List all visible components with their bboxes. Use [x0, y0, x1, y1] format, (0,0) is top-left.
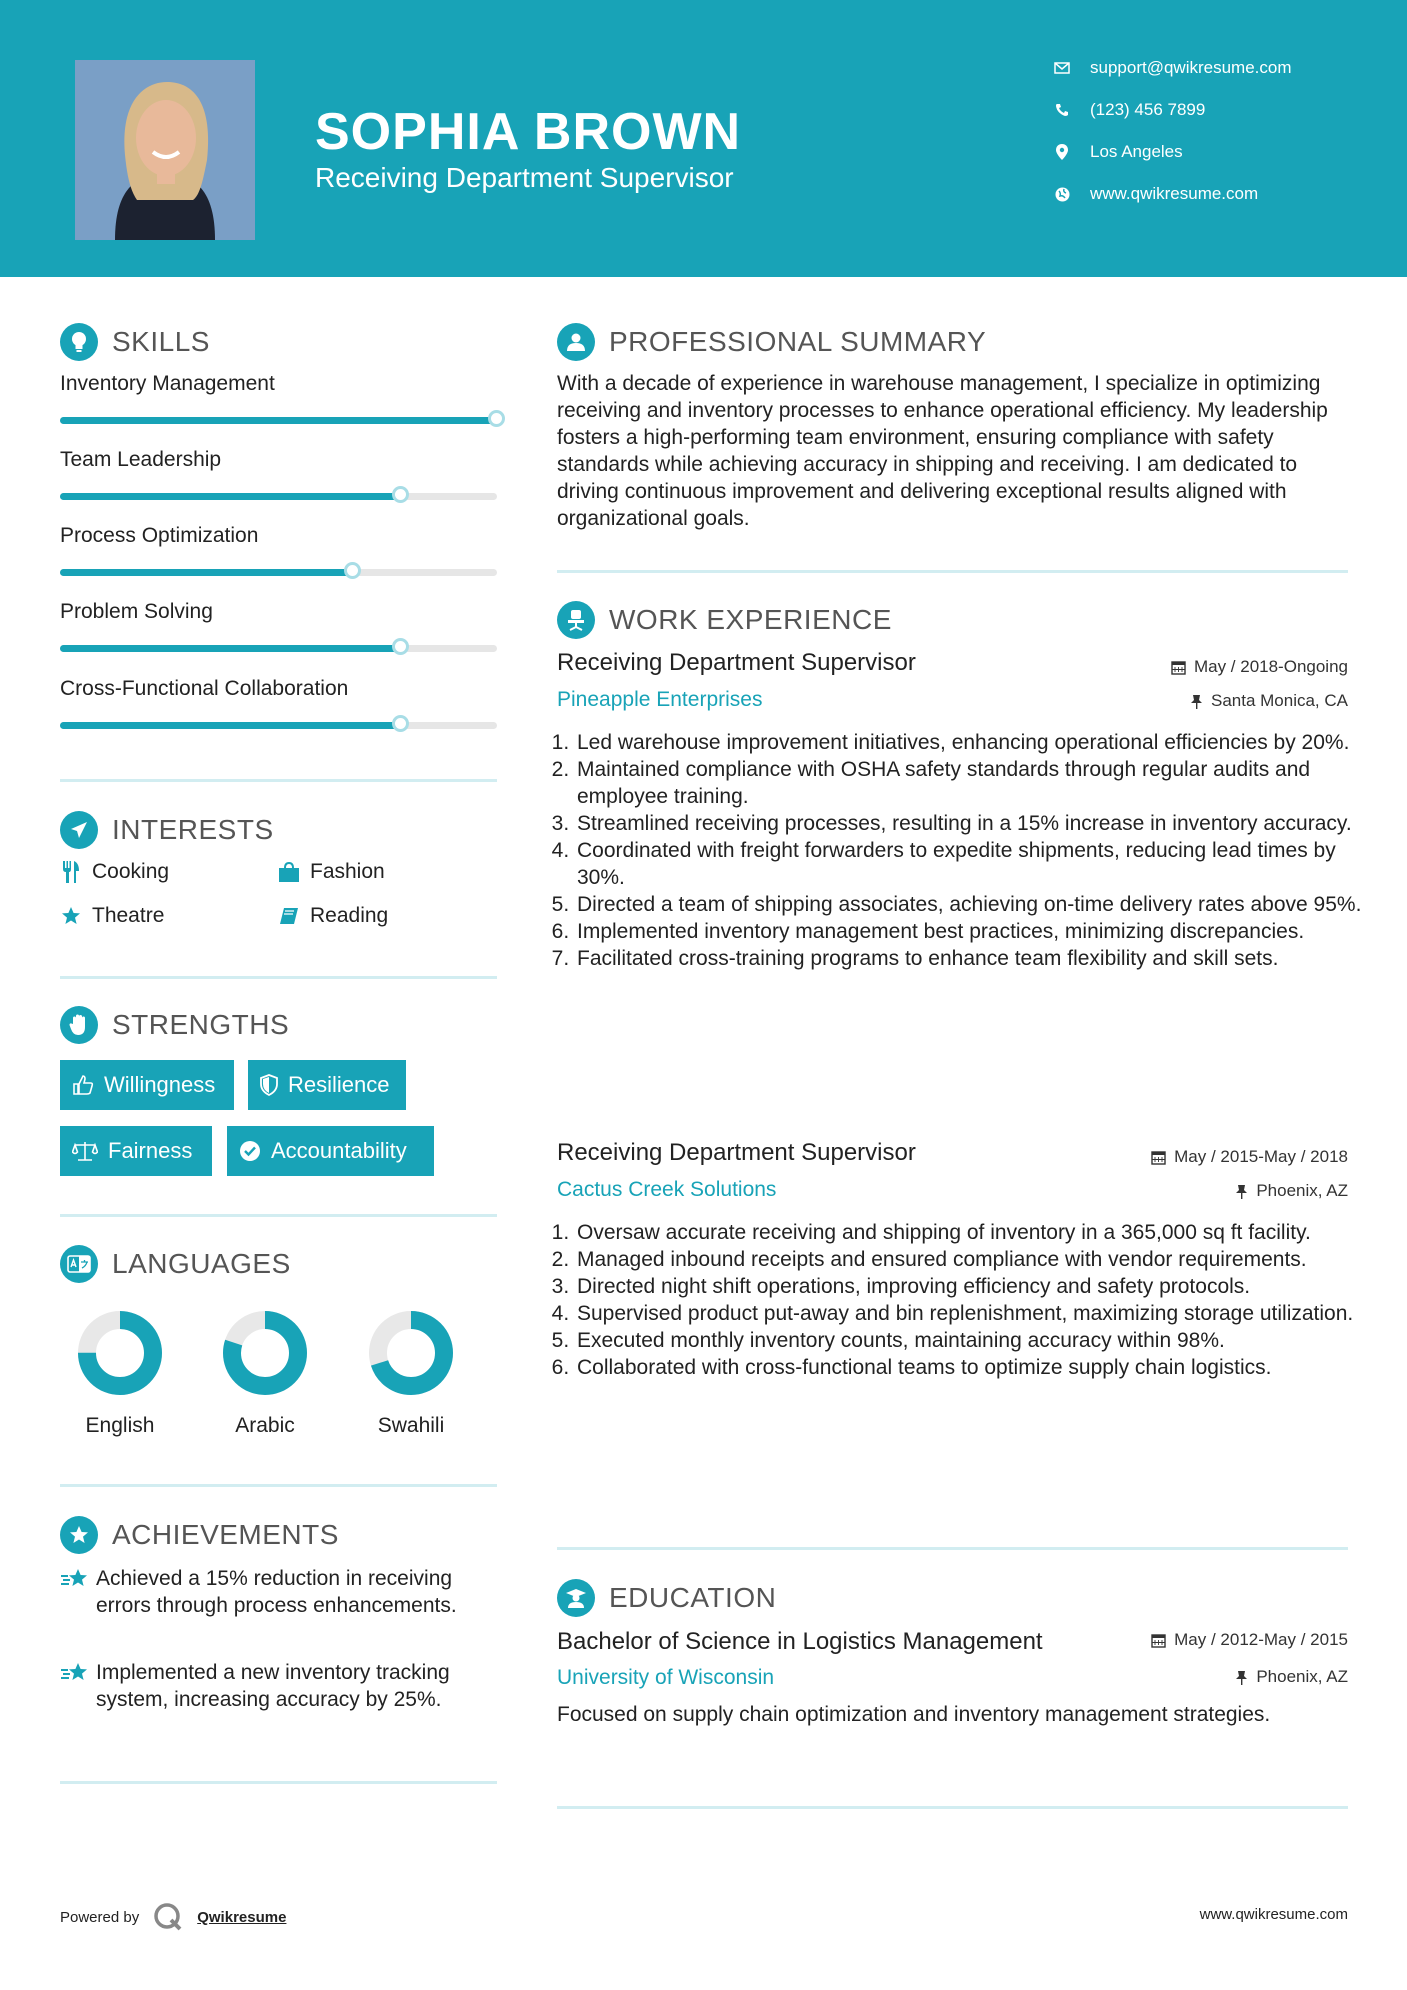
contact-location-text: Los Angeles — [1090, 142, 1183, 161]
section-divider — [60, 1484, 497, 1487]
language-donut-english — [77, 1310, 163, 1396]
calendar-icon — [1151, 1633, 1166, 1648]
skills-heading: SKILLS — [60, 323, 210, 361]
education-location: Phoenix, AZ — [1235, 1667, 1348, 1687]
strength-tag: Fairness — [60, 1126, 212, 1176]
utensils-icon — [60, 861, 82, 883]
skill-bar-knob — [392, 486, 409, 503]
pushpin-icon — [1235, 1184, 1248, 1199]
location-pin-icon — [1052, 142, 1072, 162]
user-icon — [557, 323, 595, 361]
section-divider — [60, 1214, 497, 1217]
job-bullets — [557, 729, 1365, 972]
skill-bar — [60, 645, 497, 652]
contact-email[interactable] — [1052, 58, 1292, 78]
book-icon — [278, 905, 300, 927]
pushpin-icon — [1235, 1670, 1248, 1685]
section-divider — [60, 779, 497, 782]
achievement-item: Achieved a 15% reduction in receiving errors through process enhancements. — [60, 1565, 505, 1619]
skill-bar-fill — [60, 569, 353, 576]
job-bullet: 1. Oversaw accurate receiving and shipping of inventory in a 365,000 sq ft facility. — [575, 1219, 1365, 1246]
work-heading: WORK EXPERIENCE — [557, 601, 892, 639]
contact-website-text: www.qwikresume.com — [1090, 184, 1259, 203]
contact-location — [1052, 142, 1183, 162]
education-description: Focused on supply chain optimization and inventory management strategies. — [557, 1703, 1271, 1726]
interest-item: Theatre — [60, 904, 164, 928]
shooting-star-icon — [60, 1565, 96, 1619]
graduate-icon — [557, 1579, 595, 1617]
strength-tag: Resilience — [248, 1060, 406, 1110]
pushpin-icon — [1190, 694, 1203, 709]
degree-title: Bachelor of Science in Logistics Management — [557, 1628, 1043, 1655]
job-bullet: 6. Collaborated with cross-functional teams to optimize supply chain logistics. — [575, 1354, 1365, 1381]
achievement-item: Implemented a new inventory tracking system, increasing accuracy by 25%. — [60, 1659, 505, 1713]
phone-icon — [1052, 100, 1072, 120]
job-bullet: 3. Directed night shift operations, improving efficiency and safety protocols. — [575, 1273, 1365, 1300]
job-bullet: 3. Streamlined receiving processes, resulting in a 15% increase in inventory accuracy. — [575, 810, 1365, 837]
profile-photo — [75, 60, 255, 240]
strength-tag: Accountability — [227, 1126, 434, 1176]
skill-bar-fill — [60, 417, 497, 424]
candidate-title: Receiving Department Supervisor — [315, 162, 734, 193]
skill-bar-knob — [392, 715, 409, 732]
skill-label: Process Optimization — [60, 524, 259, 547]
shield-icon — [260, 1074, 278, 1096]
job-location: Phoenix, AZ — [1235, 1181, 1348, 1201]
job-bullet: 4. Supervised product put-away and bin replenishment, maximizing storage utilization. — [575, 1300, 1365, 1327]
globe-icon — [1052, 184, 1072, 204]
skill-bar-knob — [392, 638, 409, 655]
job-dates: May / 2015-May / 2018 — [1151, 1147, 1348, 1167]
skill-bar-knob — [488, 410, 505, 427]
hand-icon — [60, 1006, 98, 1044]
job-location: Santa Monica, CA — [1190, 691, 1348, 711]
interest-item: Reading — [278, 904, 388, 928]
language-icon — [60, 1245, 98, 1283]
strengths-heading: STRENGTHS — [60, 1006, 289, 1044]
qwikresume-logo-icon — [153, 1902, 183, 1932]
contact-phone[interactable] — [1052, 100, 1205, 120]
contact-website[interactable] — [1052, 184, 1258, 204]
language-label: English — [85, 1414, 155, 1437]
resume-header — [0, 0, 1407, 277]
job-bullets — [557, 1219, 1365, 1381]
job-bullet: 2. Managed inbound receipts and ensured compliance with vendor requirements. — [575, 1246, 1365, 1273]
footer-url[interactable]: www.qwikresume.com — [1199, 1906, 1348, 1923]
award-star-icon — [60, 1516, 98, 1554]
company-name: Pineapple Enterprises — [557, 688, 763, 711]
thumbs-up-icon — [72, 1074, 94, 1096]
calendar-icon — [1151, 1150, 1166, 1165]
company-name: Cactus Creek Solutions — [557, 1178, 777, 1201]
footer-powered-by — [60, 1902, 286, 1932]
contact-email-text: support@qwikresume.com — [1090, 58, 1292, 77]
skill-bar — [60, 722, 497, 729]
language-donut-swahili — [368, 1310, 454, 1396]
section-divider — [60, 1781, 497, 1784]
skill-label: Inventory Management — [60, 372, 275, 395]
education-dates: May / 2012-May / 2015 — [1151, 1630, 1348, 1650]
paper-plane-icon — [60, 811, 98, 849]
strength-tag: Willingness — [60, 1060, 234, 1110]
job-bullet: 6. Implemented inventory management best practices, minimizing discrepancies. — [575, 918, 1365, 945]
skill-bar — [60, 493, 497, 500]
language-label: Arabic — [235, 1414, 295, 1437]
job-title: Receiving Department Supervisor — [557, 1139, 916, 1166]
interest-item: Fashion — [278, 860, 385, 884]
skill-bar-fill — [60, 493, 401, 500]
section-divider — [60, 976, 497, 979]
skill-label: Problem Solving — [60, 600, 213, 623]
job-dates: May / 2018-Ongoing — [1171, 657, 1348, 677]
skill-bar — [60, 417, 497, 424]
contact-phone-text: (123) 456 7899 — [1090, 100, 1206, 119]
skill-label: Cross-Functional Collaboration — [60, 677, 349, 700]
interests-heading: INTERESTS — [60, 811, 274, 849]
section-divider — [557, 1547, 1348, 1550]
job-bullet: 1. Led warehouse improvement initiatives, enhancing operational efficiencies by 20%. — [575, 729, 1365, 756]
skill-bar-fill — [60, 645, 401, 652]
shopping-bag-icon — [278, 861, 300, 883]
section-divider — [557, 570, 1348, 573]
summary-heading: PROFESSIONAL SUMMARY — [557, 323, 986, 361]
achievements-heading: ACHIEVEMENTS — [60, 1516, 339, 1554]
lightbulb-icon — [60, 323, 98, 361]
shooting-star-icon — [60, 1659, 96, 1713]
skill-bar-fill — [60, 722, 401, 729]
summary-text: With a decade of experience in warehouse management, I specialize in optimizing receiving and inventory processes to enhance operational efficiency. My leadership fosters a high-performing team environment, ensuring compliance with safety standards while achieving accuracy in shipping and receiving. I am dedicated to driving continuous improvement and delivering exceptional results aligned with organizational goals. — [557, 372, 1328, 530]
job-bullet: 4. Coordinated with freight forwarders to expedite shipments, reducing lead times by 30%. — [575, 837, 1365, 891]
languages-heading: LANGUAGES — [60, 1245, 291, 1283]
job-bullet: 2. Maintained compliance with OSHA safety standards through regular audits and employee training. — [575, 756, 1365, 810]
job-bullet: 5. Executed monthly inventory counts, maintaining accuracy within 98%. — [575, 1327, 1365, 1354]
mail-icon — [1052, 58, 1072, 78]
language-label: Swahili — [377, 1414, 445, 1437]
powered-by-text: Powered by — [60, 1908, 140, 1926]
skill-bar — [60, 569, 497, 576]
office-chair-icon — [557, 601, 595, 639]
qwikresume-link[interactable]: Qwikresume — [197, 1908, 287, 1926]
job-bullet: 5. Directed a team of shipping associates, achieving on-time delivery rates above 95%. — [575, 891, 1365, 918]
check-circle-icon — [239, 1140, 261, 1162]
skill-label: Team Leadership — [60, 448, 222, 471]
calendar-icon — [1171, 660, 1186, 675]
section-divider — [557, 1806, 1348, 1809]
school-name: University of Wisconsin — [557, 1666, 775, 1689]
job-title: Receiving Department Supervisor — [557, 649, 916, 676]
candidate-name: SOPHIA BROWN — [315, 103, 742, 161]
star-icon — [60, 905, 82, 927]
education-heading: EDUCATION — [557, 1579, 776, 1617]
job-bullet: 7. Facilitated cross-training programs to enhance team flexibility and skill sets. — [575, 945, 1365, 972]
language-donut-arabic — [222, 1310, 308, 1396]
interest-item: Cooking — [60, 860, 169, 884]
scale-icon — [72, 1140, 98, 1162]
skill-bar-knob — [344, 562, 361, 579]
